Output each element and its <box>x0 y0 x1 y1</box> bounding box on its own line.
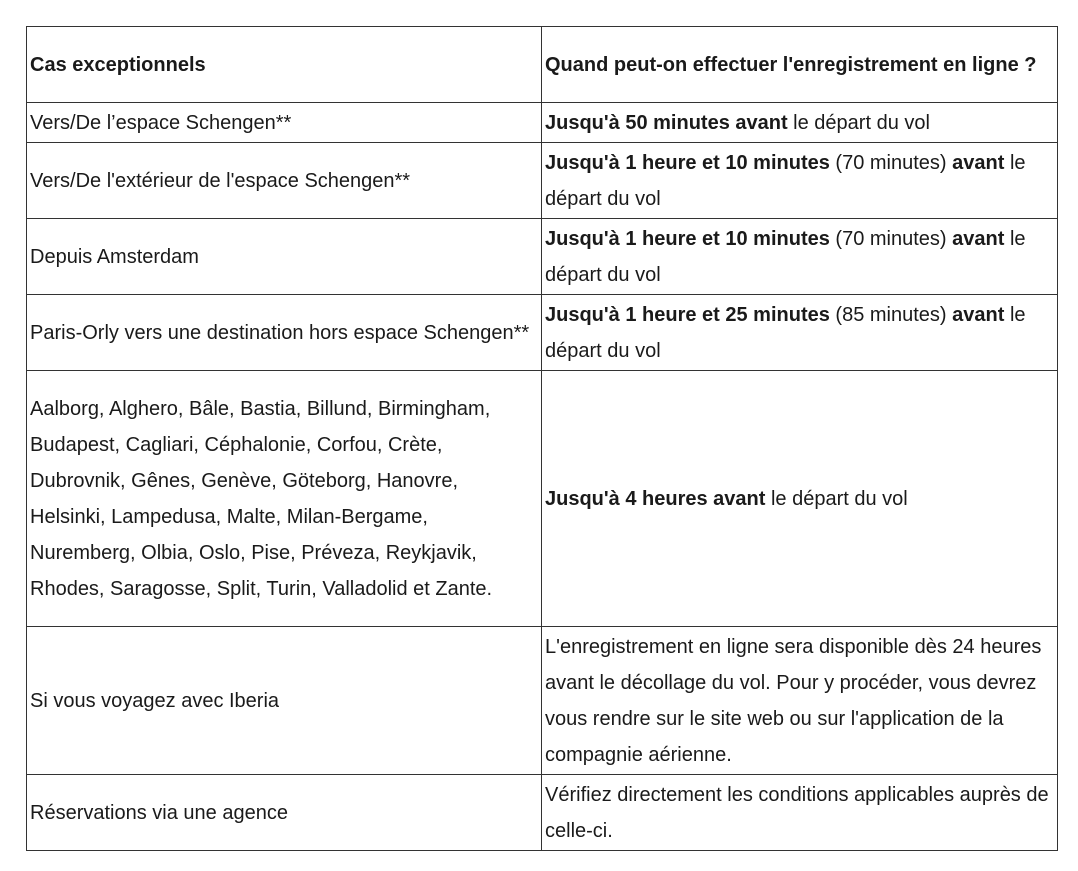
case-cell: Si vous voyagez avec Iberia <box>27 627 542 775</box>
when-bold: Jusqu'à 50 minutes avant <box>545 111 788 134</box>
table-row <box>27 219 1058 295</box>
when-text-end: le départ du vol <box>545 151 1026 210</box>
table-row <box>27 295 1058 371</box>
when-text: le départ du vol <box>765 487 908 510</box>
when-text-end: le départ du vol <box>545 303 1026 362</box>
when-paren: (85 minutes) <box>835 303 947 326</box>
when-text-end: le départ du vol <box>545 227 1026 286</box>
when-cell <box>542 103 1058 143</box>
when-cell: L'enregistrement en ligne sera disponible dès 24 heures avant le décollage du vol. Pour y procéder, vous devrez vous rendre sur le site web ou sur l'application de la compagnie aérienne. <box>542 627 1058 775</box>
when-cell <box>542 295 1058 371</box>
case-cell: Vers/De l'extérieur de l'espace Schengen** <box>27 143 542 219</box>
when-cell <box>542 143 1058 219</box>
when-bold: Jusqu'à 1 heure et 25 minutes <box>545 303 830 326</box>
table-header-row <box>27 27 1058 103</box>
when-paren: (70 minutes) <box>835 227 947 250</box>
when-bold-avant: avant <box>946 151 1005 174</box>
checkin-table <box>26 26 1058 851</box>
case-cell: Depuis Amsterdam <box>27 219 542 295</box>
when-bold-avant: avant <box>946 303 1005 326</box>
when-bold: Jusqu'à 1 heure et 10 minutes <box>545 227 830 250</box>
case-cell-destinations: Aalborg, Alghero, Bâle, Bastia, Billund, Birmingham, Budapest, Cagliari, Céphalonie, Corfou, Crète, Dubrovnik, Gênes, Genève, Göteborg, Hanovre, Helsinki, Lampedusa, Malte, Milan-Bergame, Nuremberg, Olbia, Oslo, Pise, Préveza, Reykjavik, Rhodes, Saragosse, Split, Turin, Valladolid et Zante. <box>27 371 542 627</box>
when-paren: (70 minutes) <box>835 151 947 174</box>
header-quand-enregistrement: Quand peut-on effectuer l'enregistrement en ligne ? <box>542 27 1058 103</box>
when-cell <box>542 371 1058 627</box>
when-cell: Vérifiez directement les conditions applicables auprès de celle-ci. <box>542 775 1058 851</box>
header-cas-exceptionnels: Cas exceptionnels <box>27 27 542 103</box>
when-text: le départ du vol <box>787 111 930 134</box>
case-cell: Réservations via une agence <box>27 775 542 851</box>
when-bold: Jusqu'à 1 heure et 10 minutes <box>545 151 830 174</box>
when-bold-avant: avant <box>946 227 1005 250</box>
table-row <box>27 627 1058 775</box>
table-row <box>27 143 1058 219</box>
case-cell: Vers/De l’espace Schengen** <box>27 103 542 143</box>
table-row <box>27 371 1058 627</box>
case-cell: Paris-Orly vers une destination hors espace Schengen** <box>27 295 542 371</box>
table-row <box>27 775 1058 851</box>
when-bold: Jusqu'à 4 heures avant <box>545 487 766 510</box>
table-row <box>27 103 1058 143</box>
when-cell <box>542 219 1058 295</box>
